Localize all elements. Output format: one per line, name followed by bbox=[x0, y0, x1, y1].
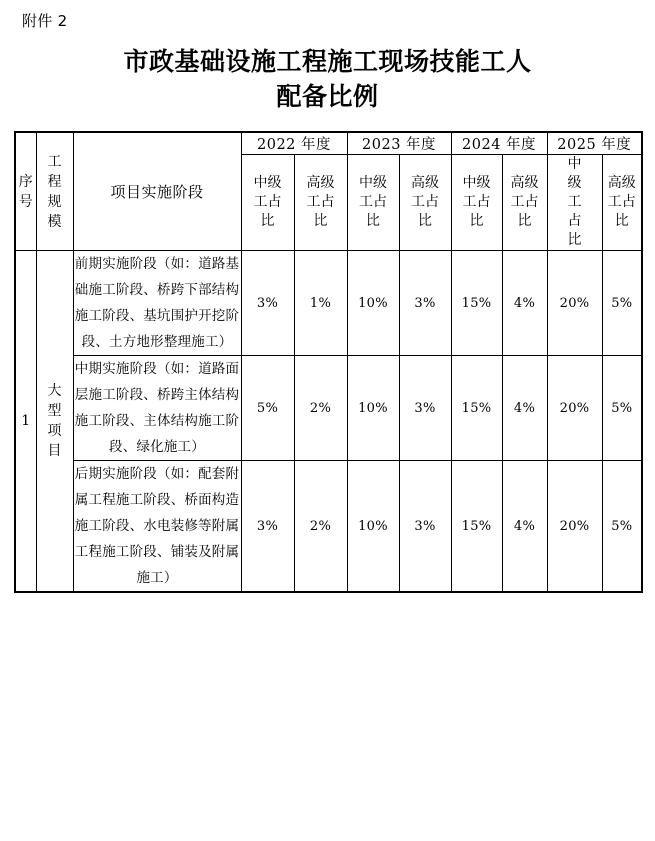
ratio-table-container bbox=[14, 131, 641, 593]
header-year-2023: 2023 年度 bbox=[347, 132, 451, 155]
header-year-2024: 2024 年度 bbox=[451, 132, 547, 155]
cell-2024-intermediate: 15% bbox=[451, 356, 502, 461]
table-row bbox=[15, 251, 642, 356]
cell-2022-intermediate: 5% bbox=[241, 356, 294, 461]
cell-2023-advanced: 3% bbox=[399, 461, 451, 593]
header-level-2025-advanced: 高级工占比 bbox=[602, 155, 642, 251]
cell-2022-advanced: 2% bbox=[294, 461, 347, 593]
header-year-2022: 2022 年度 bbox=[241, 132, 347, 155]
cell-project-scale: 大型项目 bbox=[36, 251, 73, 593]
table-row bbox=[15, 356, 642, 461]
page-title-line-2: 配备比例 bbox=[276, 82, 379, 111]
cell-2022-intermediate: 3% bbox=[241, 461, 294, 593]
cell-2022-advanced: 1% bbox=[294, 251, 347, 356]
cell-2024-intermediate: 15% bbox=[451, 461, 502, 593]
cell-2022-intermediate: 3% bbox=[241, 251, 294, 356]
cell-2024-advanced: 4% bbox=[502, 251, 547, 356]
header-project-scale: 工程规模 bbox=[36, 132, 73, 251]
cell-stage-early: 前期实施阶段（如：道路基础施工阶段、桥跨下部结构施工阶段、基坑围护开挖阶段、土方地形整理施工） bbox=[73, 251, 241, 356]
cell-2023-advanced: 3% bbox=[399, 356, 451, 461]
cell-seq-no: 1 bbox=[15, 251, 36, 593]
header-implementation-stage: 项目实施阶段 bbox=[73, 132, 241, 251]
header-level-2023-intermediate: 中级工占比 bbox=[347, 155, 399, 251]
cell-2023-intermediate: 10% bbox=[347, 251, 399, 356]
cell-stage-late: 后期实施阶段（如：配套附属工程施工阶段、桥面构造施工阶段、水电装修等附属工程施工阶段、铺装及附属施工） bbox=[73, 461, 241, 593]
header-seq-no: 序号 bbox=[15, 132, 36, 251]
cell-stage-middle: 中期实施阶段（如：道路面层施工阶段、桥跨主体结构施工阶段、主体结构施工阶段、绿化施工） bbox=[73, 356, 241, 461]
table-row bbox=[15, 461, 642, 593]
cell-2023-intermediate: 10% bbox=[347, 356, 399, 461]
attachment-label: 附件 2 bbox=[22, 12, 68, 30]
worker-ratio-table bbox=[14, 131, 643, 593]
cell-2024-advanced: 4% bbox=[502, 356, 547, 461]
header-level-2022-advanced: 高级工占比 bbox=[294, 155, 347, 251]
header-level-2024-intermediate: 中级工占比 bbox=[451, 155, 502, 251]
page-title bbox=[0, 44, 655, 114]
table-header bbox=[15, 132, 642, 251]
cell-2023-intermediate: 10% bbox=[347, 461, 399, 593]
cell-2025-intermediate: 20% bbox=[547, 461, 602, 593]
page-title-line-1: 市政基础设施工程施工现场技能工人 bbox=[123, 47, 532, 76]
cell-2025-advanced: 5% bbox=[602, 251, 642, 356]
cell-2022-advanced: 2% bbox=[294, 356, 347, 461]
cell-2025-advanced: 5% bbox=[602, 461, 642, 593]
header-level-2022-intermediate: 中级工占比 bbox=[241, 155, 294, 251]
cell-2024-intermediate: 15% bbox=[451, 251, 502, 356]
cell-2024-advanced: 4% bbox=[502, 461, 547, 593]
header-year-2025: 2025 年度 bbox=[547, 132, 642, 155]
cell-2025-advanced: 5% bbox=[602, 356, 642, 461]
header-level-2023-advanced: 高级工占比 bbox=[399, 155, 451, 251]
cell-2025-intermediate: 20% bbox=[547, 356, 602, 461]
table-body bbox=[15, 251, 642, 593]
cell-2023-advanced: 3% bbox=[399, 251, 451, 356]
cell-2025-intermediate: 20% bbox=[547, 251, 602, 356]
header-level-2024-advanced: 高级工占比 bbox=[502, 155, 547, 251]
header-row-top bbox=[15, 132, 642, 155]
header-level-2025-intermediate: 中级工占比 bbox=[547, 155, 602, 251]
